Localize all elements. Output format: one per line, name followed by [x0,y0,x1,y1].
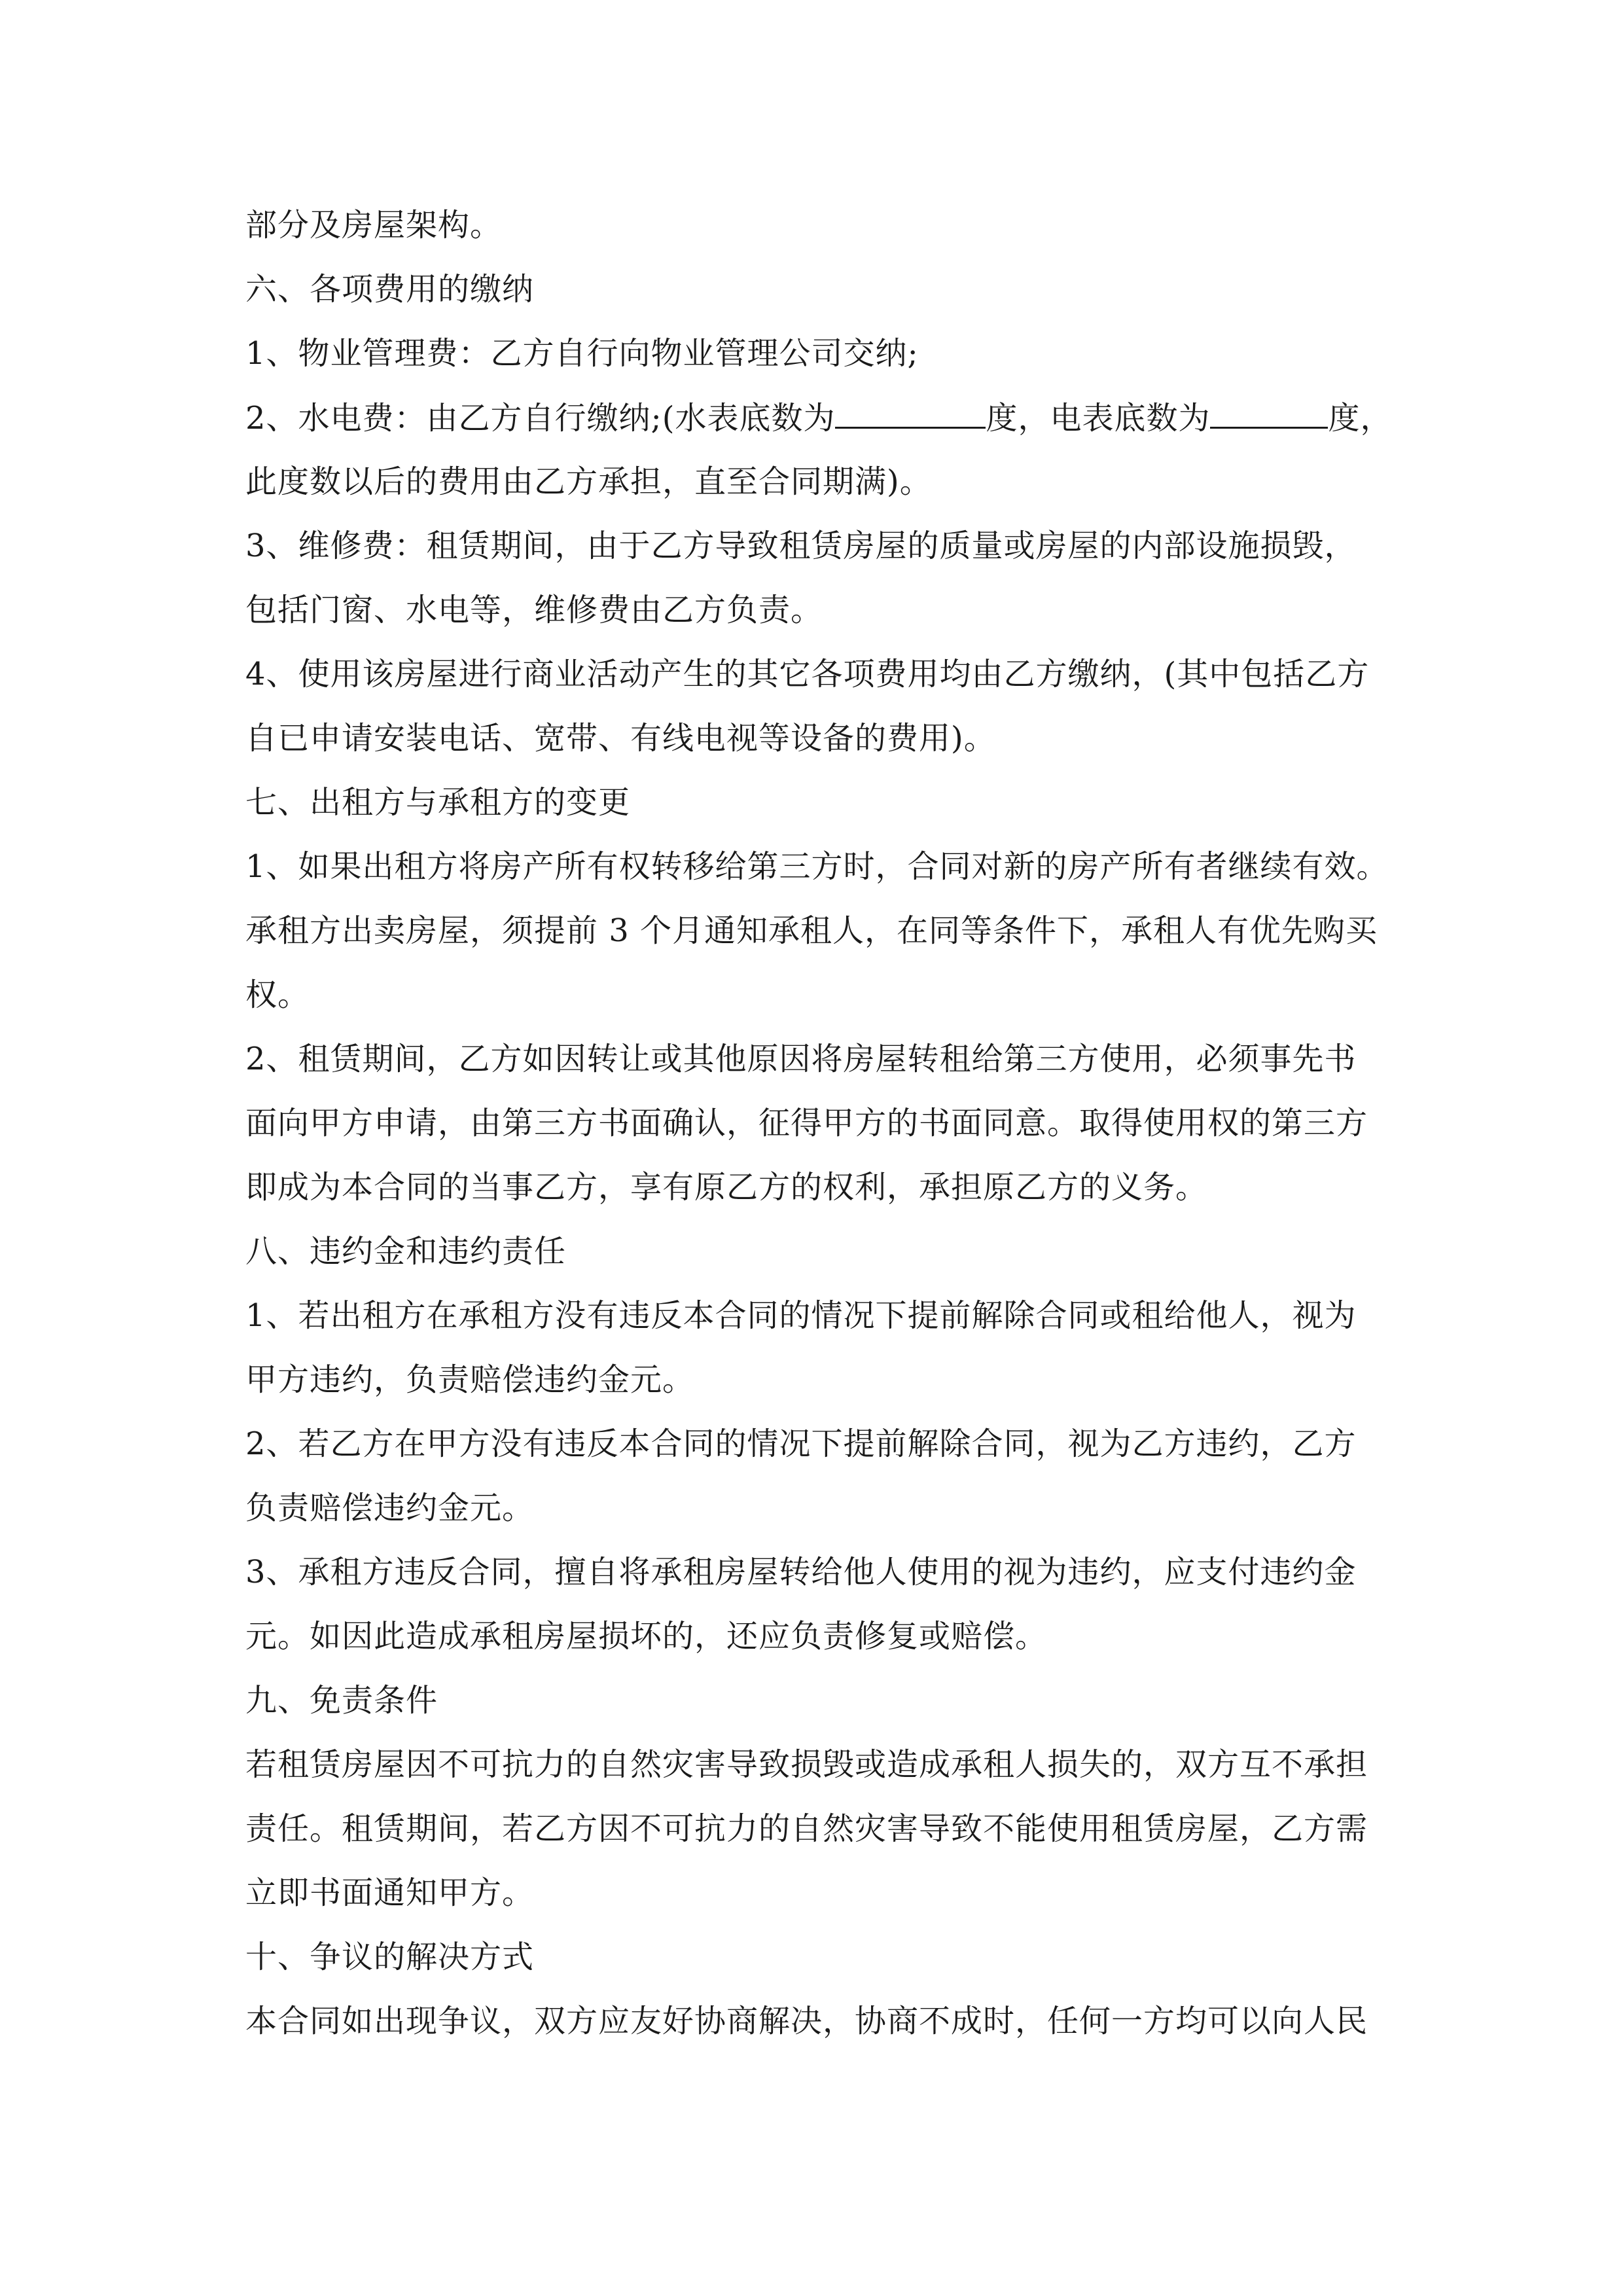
text-line: 甲方违约，负责赔偿违约金元。 [245,1361,695,1398]
text-line: 自已申请安装电话、宽带、有线电视等设备的费用)。 [245,720,996,757]
text-line: 负责赔偿违约金元。 [245,1490,535,1526]
text-line: 2、租赁期间，乙方如因转让或其他原因将房屋转租给第三方使用，必须事先书 [245,1041,1357,1077]
text-line: 若租赁房屋因不可抗力的自然灾害导致损毁或造成承租人损失的，双方互不承担 [245,1746,1368,1783]
fill-in-blank-water [835,398,986,429]
text-line: 权。 [245,977,310,1013]
text-line: 4、使用该房屋进行商业活动产生的其它各项费用均由乙方缴纳，(其中包括乙方 [245,656,1370,692]
text-line: 责任。租赁期间，若乙方因不可抗力的自然灾害导致不能使用租赁房屋，乙方需 [245,1810,1368,1847]
text-line: 1、若出租方在承租方没有违反本合同的情况下提前解除合同或租给他人，视为 [245,1297,1357,1334]
text-line: 立即书面通知甲方。 [245,1874,535,1911]
section-heading: 九、免责条件 [245,1682,438,1719]
text-line: 即成为本合同的当事乙方，享有原乙方的权利，承担原乙方的义务。 [245,1169,1208,1206]
text-line: 元。如因此造成承租房屋损坏的，还应负责修复或赔偿。 [245,1618,1048,1655]
text-line-with-blanks [245,398,1397,438]
section-heading: 十、争议的解决方式 [245,1939,535,1975]
text-line: 此度数以后的费用由乙方承担，直至合同期满)。 [245,463,932,500]
text-line: 包括门窗、水电等，维修费由乙方负责。 [245,592,823,628]
section-heading: 八、违约金和违约责任 [245,1233,567,1270]
text-line: 3、维修费：租赁期间，由于乙方导致租赁房屋的质量或房屋的内部设施损毁， [245,528,1357,564]
text-segment: 度，电表底数为 [986,400,1211,437]
text-line: 3、承租方违反合同，擅自将承租房屋转给他人使用的视为违约，应支付违约金 [245,1554,1357,1590]
text-line: 1、物业管理费：乙方自行向物业管理公司交纳; [245,335,919,372]
text-line: 部分及房屋架构。 [245,207,503,243]
section-heading: 七、出租方与承租方的变更 [245,784,631,821]
text-line: 承租方出卖房屋，须提前 3 个月通知承租人，在同等条件下，承租人有优先购买 [245,912,1378,949]
text-line: 1、如果出租方将房产所有权转移给第三方时，合同对新的房产所有者继续有效。 [245,848,1389,885]
text-line: 面向甲方申请，由第三方书面确认，征得甲方的书面同意。取得使用权的第三方 [245,1105,1368,1141]
text-line: 2、若乙方在甲方没有违反本合同的情况下提前解除合同，视为乙方违约，乙方 [245,1426,1357,1462]
section-heading: 六、各项费用的缴纳 [245,271,535,308]
fill-in-blank-electric [1210,398,1328,429]
text-segment: 2、水电费：由乙方自行缴纳;(水表底数为 [245,400,836,437]
text-segment: 度， [1328,400,1393,437]
text-line: 本合同如出现争议，双方应友好协商解决，协商不成时，任何一方均可以向人民 [245,2003,1368,2039]
